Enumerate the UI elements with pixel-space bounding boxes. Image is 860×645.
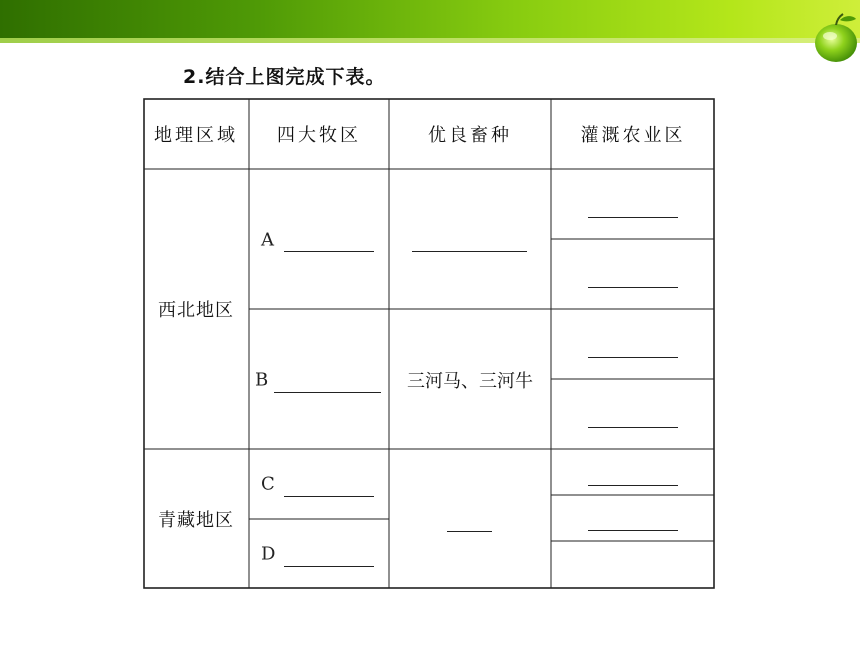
header-pastoral: 四大牧区 xyxy=(277,125,361,146)
irrigation-blank-6[interactable] xyxy=(588,530,678,531)
answer-table xyxy=(143,98,715,589)
breeds-blank-qinghai-tibet[interactable] xyxy=(447,531,492,532)
pastoral-letter-c: C xyxy=(261,473,275,495)
pastoral-letter-b: B xyxy=(255,369,269,391)
apple-icon xyxy=(810,10,860,64)
header-region: 地理区域 xyxy=(154,125,238,146)
pastoral-blank-a[interactable] xyxy=(284,251,374,252)
header-irrigation: 灌溉农业区 xyxy=(580,125,686,146)
irrigation-blank-4[interactable] xyxy=(588,427,678,428)
region-qinghai-tibet: 青藏地区 xyxy=(158,510,234,531)
pastoral-blank-c[interactable] xyxy=(284,496,374,497)
question-title: 2.结合上图完成下表。 xyxy=(183,66,386,88)
irrigation-blank-5[interactable] xyxy=(588,485,678,486)
breeds-blank-a[interactable] xyxy=(412,251,527,252)
pastoral-letter-a: A xyxy=(261,229,274,251)
breeds-northwest: 三河马、三河牛 xyxy=(407,371,533,392)
irrigation-blank-1[interactable] xyxy=(588,217,678,218)
irrigation-blank-2[interactable] xyxy=(588,287,678,288)
region-northwest: 西北地区 xyxy=(158,300,234,321)
pastoral-blank-b[interactable] xyxy=(274,392,381,393)
pastoral-letter-d: D xyxy=(261,543,276,565)
header-banner-stripe xyxy=(0,38,860,43)
header-banner xyxy=(0,0,860,38)
irrigation-blank-3[interactable] xyxy=(588,357,678,358)
pastoral-blank-d[interactable] xyxy=(284,566,374,567)
header-breeds: 优良畜种 xyxy=(428,125,512,146)
